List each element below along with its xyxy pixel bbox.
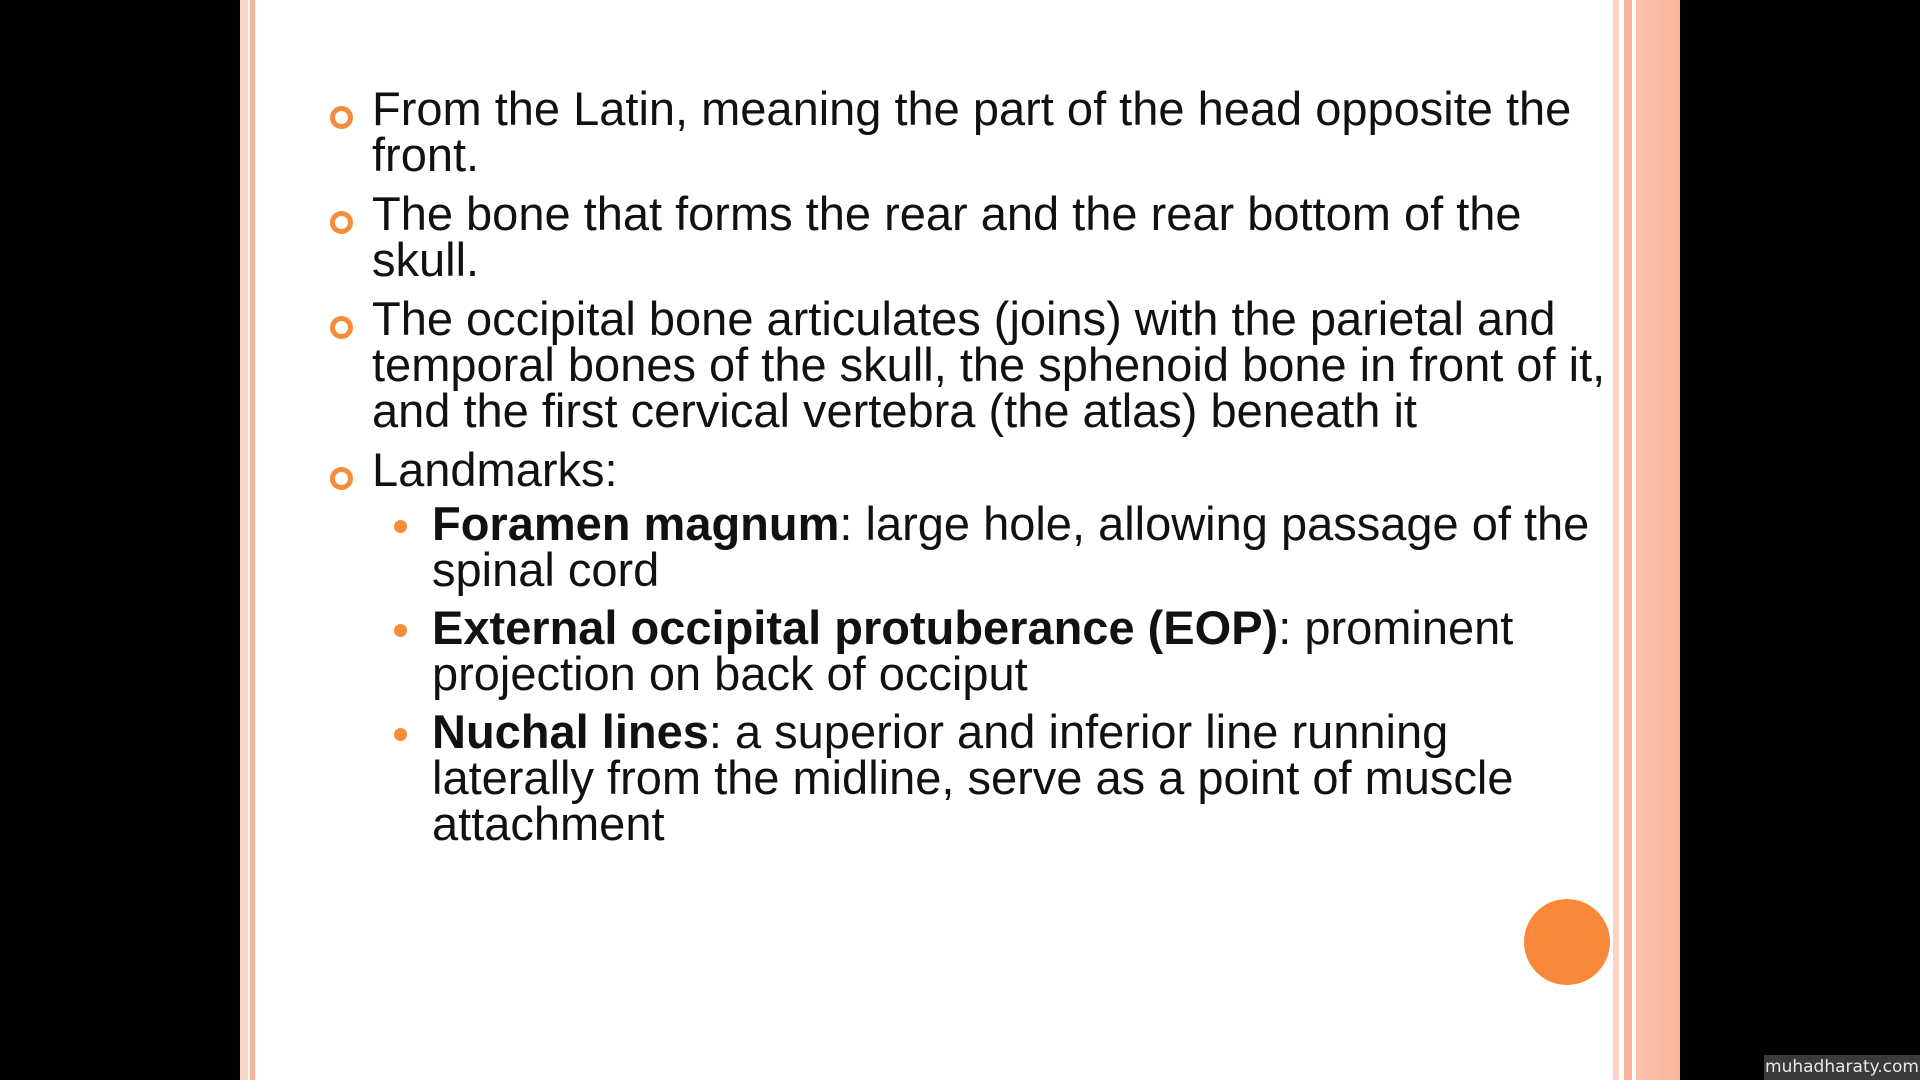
hollow-circle-icon: [330, 316, 353, 339]
bullet-text: From the Latin, meaning the part of the head opposite the front.: [372, 82, 1572, 181]
landmark-term: Nuchal lines: [432, 705, 709, 758]
right-decorative-stripe-mid: [1624, 0, 1632, 1080]
filled-dot-icon: [394, 728, 407, 741]
bullet-item: [330, 187, 1620, 286]
landmark-description: : a superior and inferior line running laterally from the midline, serve as a point of muscle attachment: [432, 705, 1514, 850]
bullet-item: [330, 82, 1620, 181]
sub-bullet-item: [372, 601, 1620, 700]
watermark: muhadharaty.com: [1764, 1055, 1920, 1080]
bullet-text: Landmarks:: [372, 443, 618, 496]
sub-bullet-item: [372, 705, 1620, 850]
filled-dot-icon: [394, 624, 407, 637]
bullet-item-landmarks: [330, 443, 1620, 850]
bullet-text: The bone that forms the rear and the rear bottom of the skull.: [372, 187, 1522, 286]
hollow-circle-icon: [330, 467, 353, 490]
hollow-circle-icon: [330, 106, 353, 129]
filled-dot-icon: [394, 520, 407, 533]
left-decorative-stripe: [240, 0, 248, 1080]
landmark-term: External occipital protuberance (EOP): [432, 601, 1279, 654]
landmarks-sublist: [372, 497, 1620, 850]
landmark-description: : prominent projection on back of occiput: [432, 601, 1514, 700]
landmark-term: Foramen magnum: [432, 497, 840, 550]
left-decorative-stripe-inner: [250, 0, 255, 1080]
sub-bullet-item: [372, 497, 1620, 596]
bullet-text: The occipital bone articulates (joins) with the parietal and temporal bones of the skull, the sphenoid bone in front of it, and the first cervical vertebra (the atlas) beneath it: [372, 292, 1606, 437]
landmark-description: : large hole, allowing passage of the spinal cord: [432, 497, 1590, 596]
orange-circle-decoration: [1524, 899, 1610, 985]
hollow-circle-icon: [330, 211, 353, 234]
slide-bullet-list: [330, 82, 1620, 860]
right-decorative-band: [1636, 0, 1680, 1080]
slide: [240, 0, 1680, 1080]
bullet-item: [330, 292, 1620, 437]
